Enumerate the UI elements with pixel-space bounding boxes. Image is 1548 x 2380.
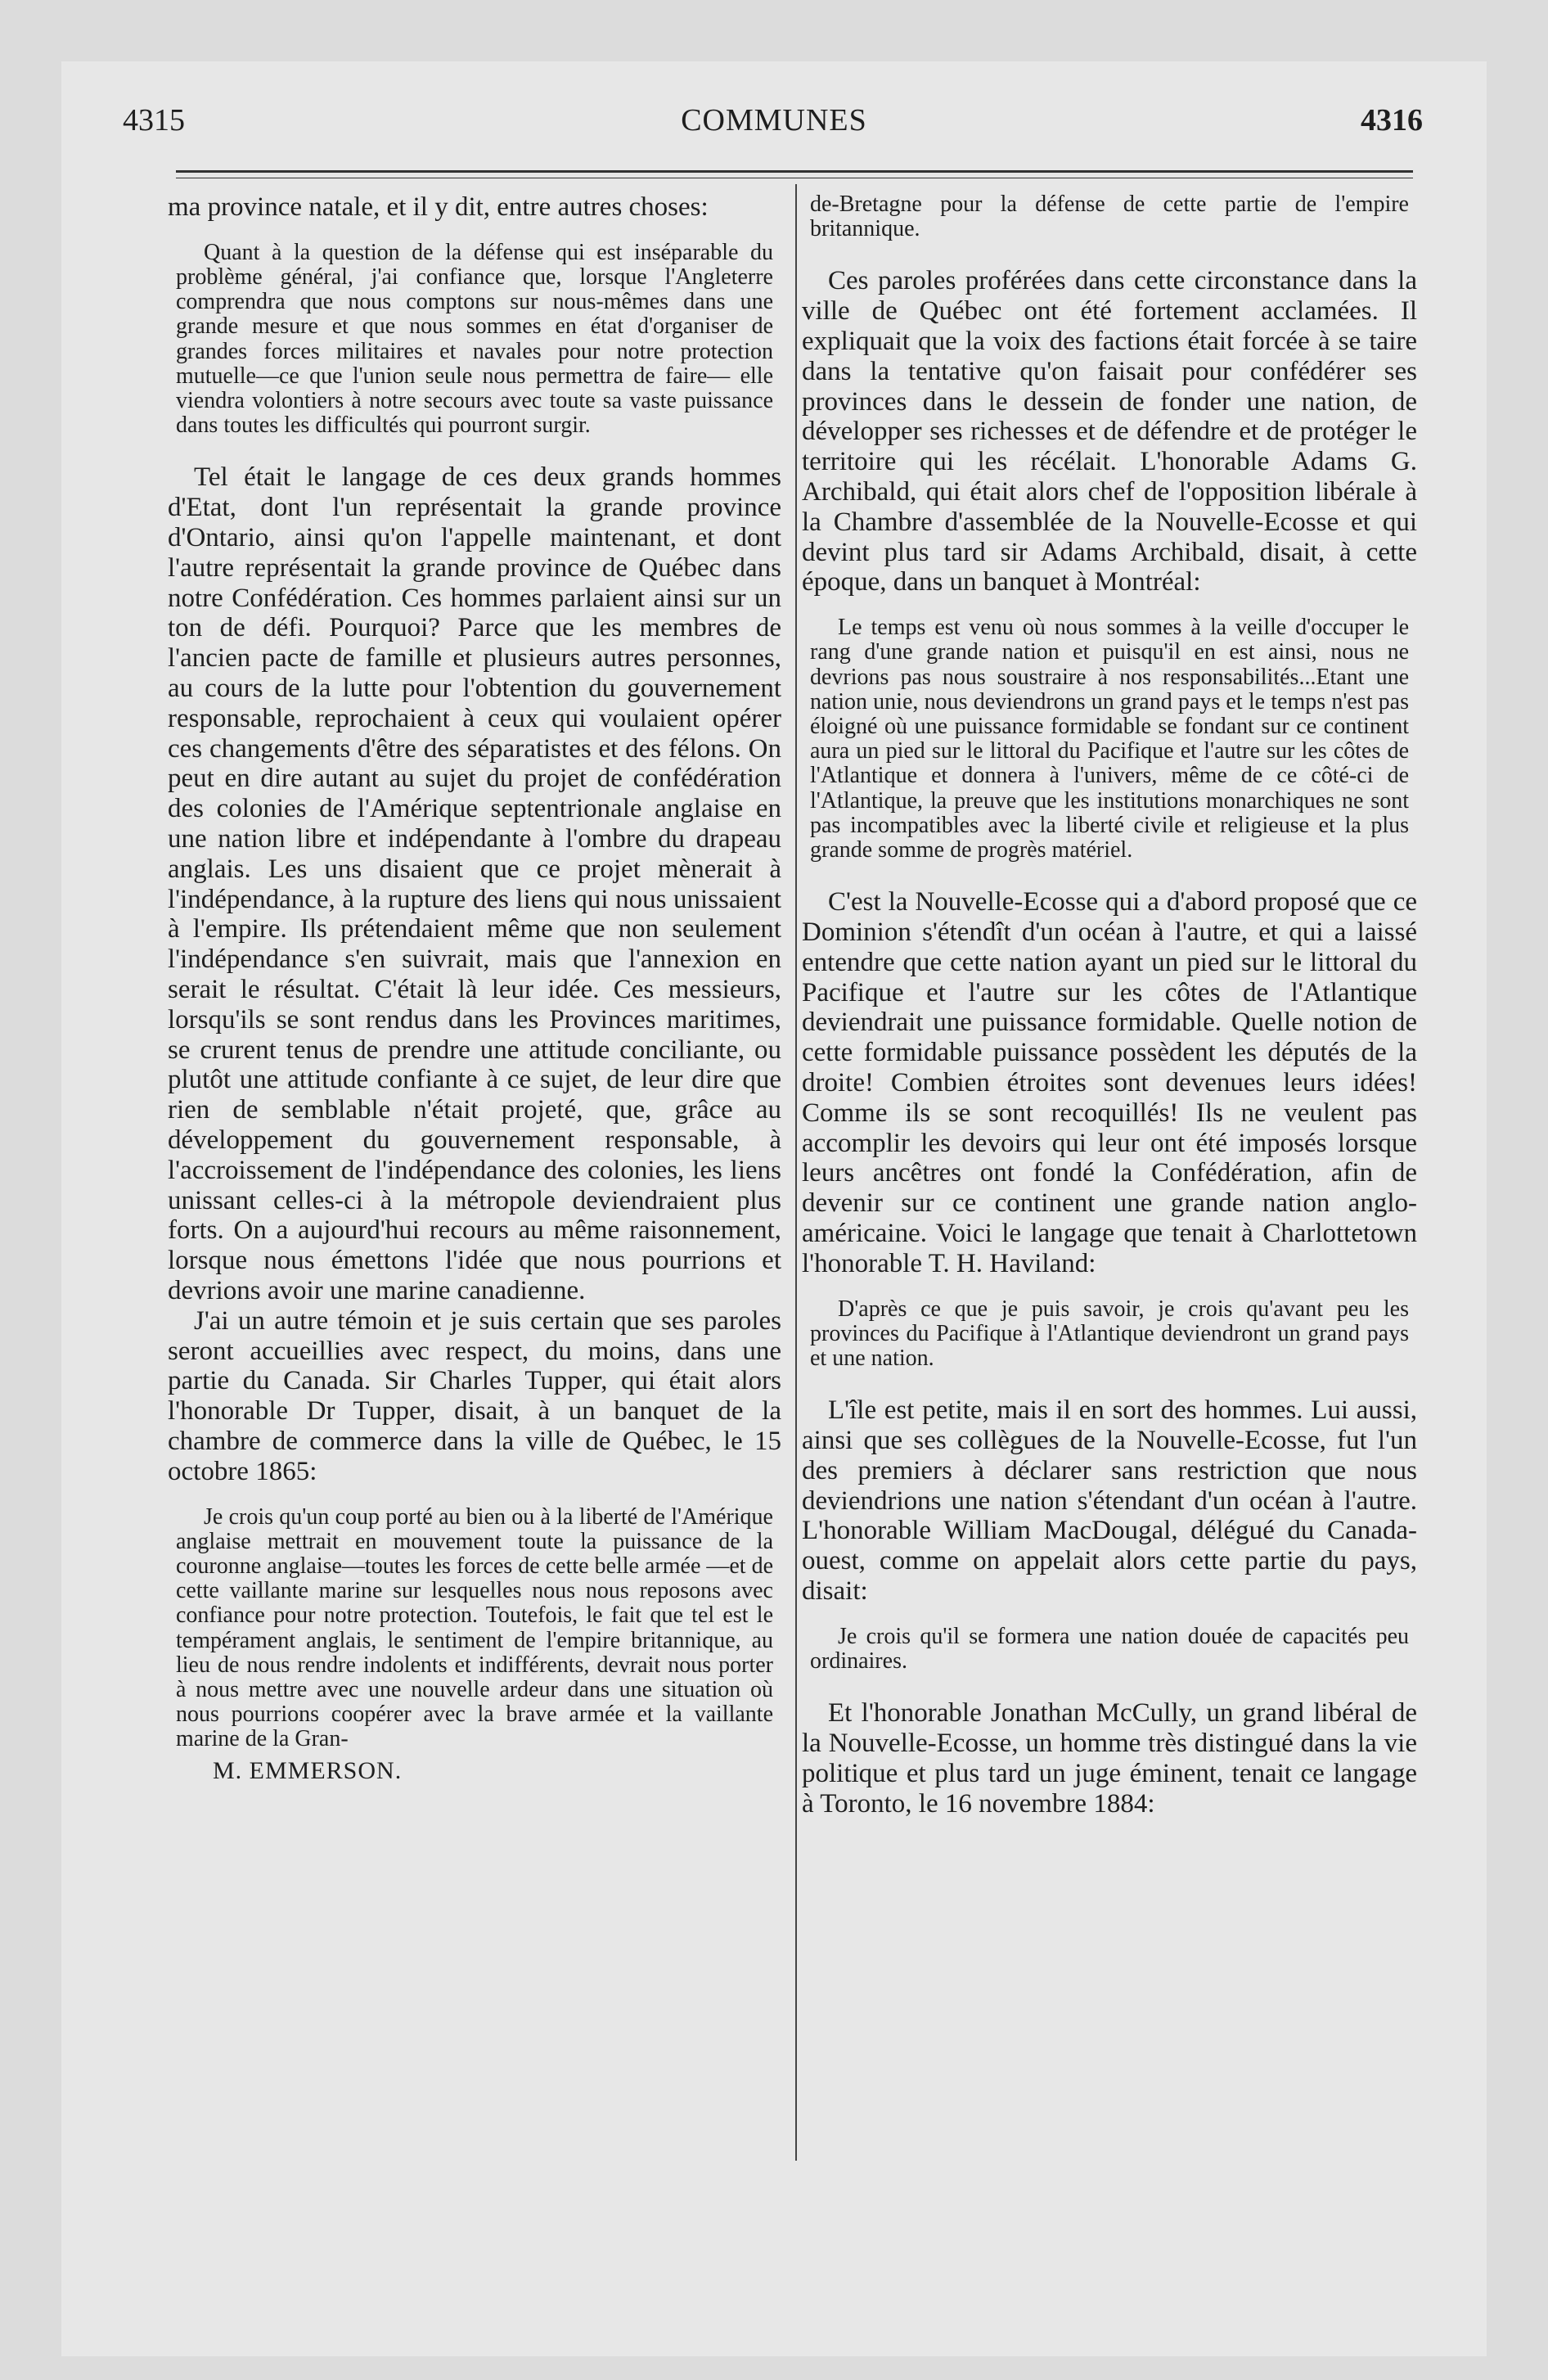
paragraph: L'île est petite, mais il en sort des hommes. Lui aussi, ainsi que ses collègues de la Nouvelle-Ecosse, fut l'un des premiers à déclarer sans restriction que nous deviendrions une nation s'étendant d'un océan à l'autre. L'honorable William MacDougal, délégué du Canada-ouest, comme on appelait alors cette partie du pays, disait: — [802, 1395, 1417, 1606]
block-quote: D'après ce que je puis savoir, je crois qu'avant peu les provinces du Pacifique à l'Atlantique deviendront un grand pays et une nation. — [810, 1296, 1409, 1371]
paragraph: Ces paroles proférées dans cette circonstance dans la ville de Québec ont été fortement acclamées. Il expliquait que la voix des factions était forcée à se taire dans la tentative qu'on faisait pour confédérer ses provinces dans le dessein de fonder une nation, de développer ses richesses et de défendre et de protéger le territoire qui les récélait. L'honorable Adams G. Archibald, qui était alors chef de l'opposition libérale à la Chambre d'assemblée de la Nouvelle-Ecosse et qui devint plus tard sir Adams Archibald, disait, à cette époque, dans un banquet à Montréal: — [802, 266, 1417, 597]
speaker-label: M. EMMERSON. — [213, 1756, 403, 1784]
right-column — [802, 192, 1417, 1819]
block-quote: Quant à la question de la défense qui est inséparable du problème général, j'ai confiance que, lorsque l'Angleterre comprendra que nous comptons sur nous-mêmes dans une grande mesure et que nous sommes en état d'organiser de grandes forces militaires et navales pour notre protection mutuelle—ce que l'union seule nous permettra de faire— elle viendra volontiers à notre secours avec toute sa vaste puissance dans toutes les difficultés qui pourront surgir. — [176, 239, 773, 439]
block-quote-continued: de-Bretagne pour la défense de cette partie de l'empire britannique. — [810, 192, 1409, 242]
left-column — [168, 192, 781, 1785]
hansard-page — [61, 61, 1487, 2356]
paragraph: J'ai un autre témoin et je suis certain que ses paroles seront accueillies avec respect, du moins, dans une partie du Canada. Sir Charles Tupper, qui était alors l'honorable Dr Tupper, disait, à un banquet de la chambre de commerce dans la ville de Québec, le 15 octobre 1865: — [168, 1305, 781, 1486]
paragraph: ma province natale, et il y dit, entre autres choses: — [168, 192, 709, 222]
paragraph: Tel était le langage de ces deux grands hommes d'Etat, dont l'un représentait la grande province d'Ontario, ainsi qu'on l'appelle maintenant, et dont l'autre représentait la grande province de Québec dans notre Confédération. Ces hommes parlaient ainsi sur un ton de défi. Pourquoi? Parce que les membres de l'ancien pacte de famille et plusieurs autres personnes, au cours de la lutte pour l'obtention du gouvernement responsable, reprochaient à ceux qui voulaient opérer ces changements d'être des séparatistes et des félons. On peut en dire autant au sujet du projet de confédération des colonies de l'Amérique septentrionale anglaise en une nation libre et indépendante à l'ombre du drapeau anglais. Les uns disaient que ce projet mènerait à l'indépendance, à la rupture des liens qui nous unissaient à l'empire. Ils prétendaient même que non seulement l'indépendance s'en suivrait, mais que l'annexion en serait le résultat. C'était là leur idée. Ces messieurs, lorsqu'ils se sont rendus dans les Provinces maritimes, se crurent tenus de prendre une attitude conciliante, ou plutôt une attitude confiante à ce sujet, de leur dire que rien de semblable n'était projeté, que, grâce au développement du gouvernement responsable, à l'accroissement de l'indépendance des colonies, les liens unissant celles-ci à la métropole deviendraient plus forts. On a aujourd'hui recours au même raisonnement, lorsque nous émettons l'idée que nous pourrions et devrions avoir une marine canadienne. — [168, 462, 781, 1305]
header-rule-thick — [176, 170, 1413, 173]
column-divider — [795, 184, 797, 2161]
left-page-number: 4315 — [123, 103, 185, 137]
right-page-number: 4316 — [1361, 103, 1423, 137]
block-quote: Je crois qu'il se formera une nation douée de capacités peu ordinaires. — [810, 1623, 1409, 1674]
paragraph: Et l'honorable Jonathan McCully, un grand libéral de la Nouvelle-Ecosse, un homme très distingué dans la vie politique et plus tard un juge éminent, tenait ce langage à Toronto, le 16 novembre 1884: — [802, 1698, 1417, 1819]
block-quote: Le temps est venu où nous sommes à la veille d'occuper le rang d'une grande nation et puisqu'il en est ainsi, nous ne devrions pas nous soustraire à nos responsabilités...Etant une nation unie, nous deviendrons un grand pays et le temps n'est pas éloigné où une puissance formidable se fondant sur ce continent aura un pied sur le littoral du Pacifique et l'autre sur les côtes de l'Atlantique et donnera à l'univers, même de ce côté-ci de l'Atlantique, la preuve que les institutions monarchiques ne sont pas incompatibles avec la liberté civile et religieuse et la plus grande somme de progrès matériel. — [810, 615, 1409, 863]
paragraph: C'est la Nouvelle-Ecosse qui a d'abord proposé que ce Dominion s'étendît d'un océan à l'autre, et qui a laissé entendre que cette nation ayant un pied sur le littoral du Pacifique et l'autre sur les côtes de l'Atlantique deviendrait une puissance formidable. Quelle notion de cette formidable puissance possèdent les députés de la droite! Combien étroites sont devenues leurs idées! Comme ils se sont recoquillés! Ils ne veulent pas accomplir les devoirs qui leur ont été imposés lorsque leurs ancêtres ont fondé la Confédération, afin de devenir sur ce continent une grande nation anglo-américaine. Voici le langage que tenait à Charlottetown l'honorable T. H. Haviland: — [802, 887, 1417, 1278]
page-header-title: COMMUNES — [681, 103, 867, 137]
block-quote: Je crois qu'un coup porté au bien ou à la liberté de l'Amérique anglaise mettrait en mouvement toute la puissance de la couronne anglaise—toutes les forces de cette belle armée —et de cette vaillante marine sur lesquelles nous nous reposons avec confiance pour notre protection. Toutefois, le fait que tel est le tempérament anglais, le sentiment de l'empire britannique, au lieu de nous rendre indolents et indifférents, devrait nous porter à nous mettre avec une nouvelle ardeur dans une situation où nous pourrions coopérer avec la brave armée et la vaillante marine de la Gran- — [176, 1503, 774, 1752]
